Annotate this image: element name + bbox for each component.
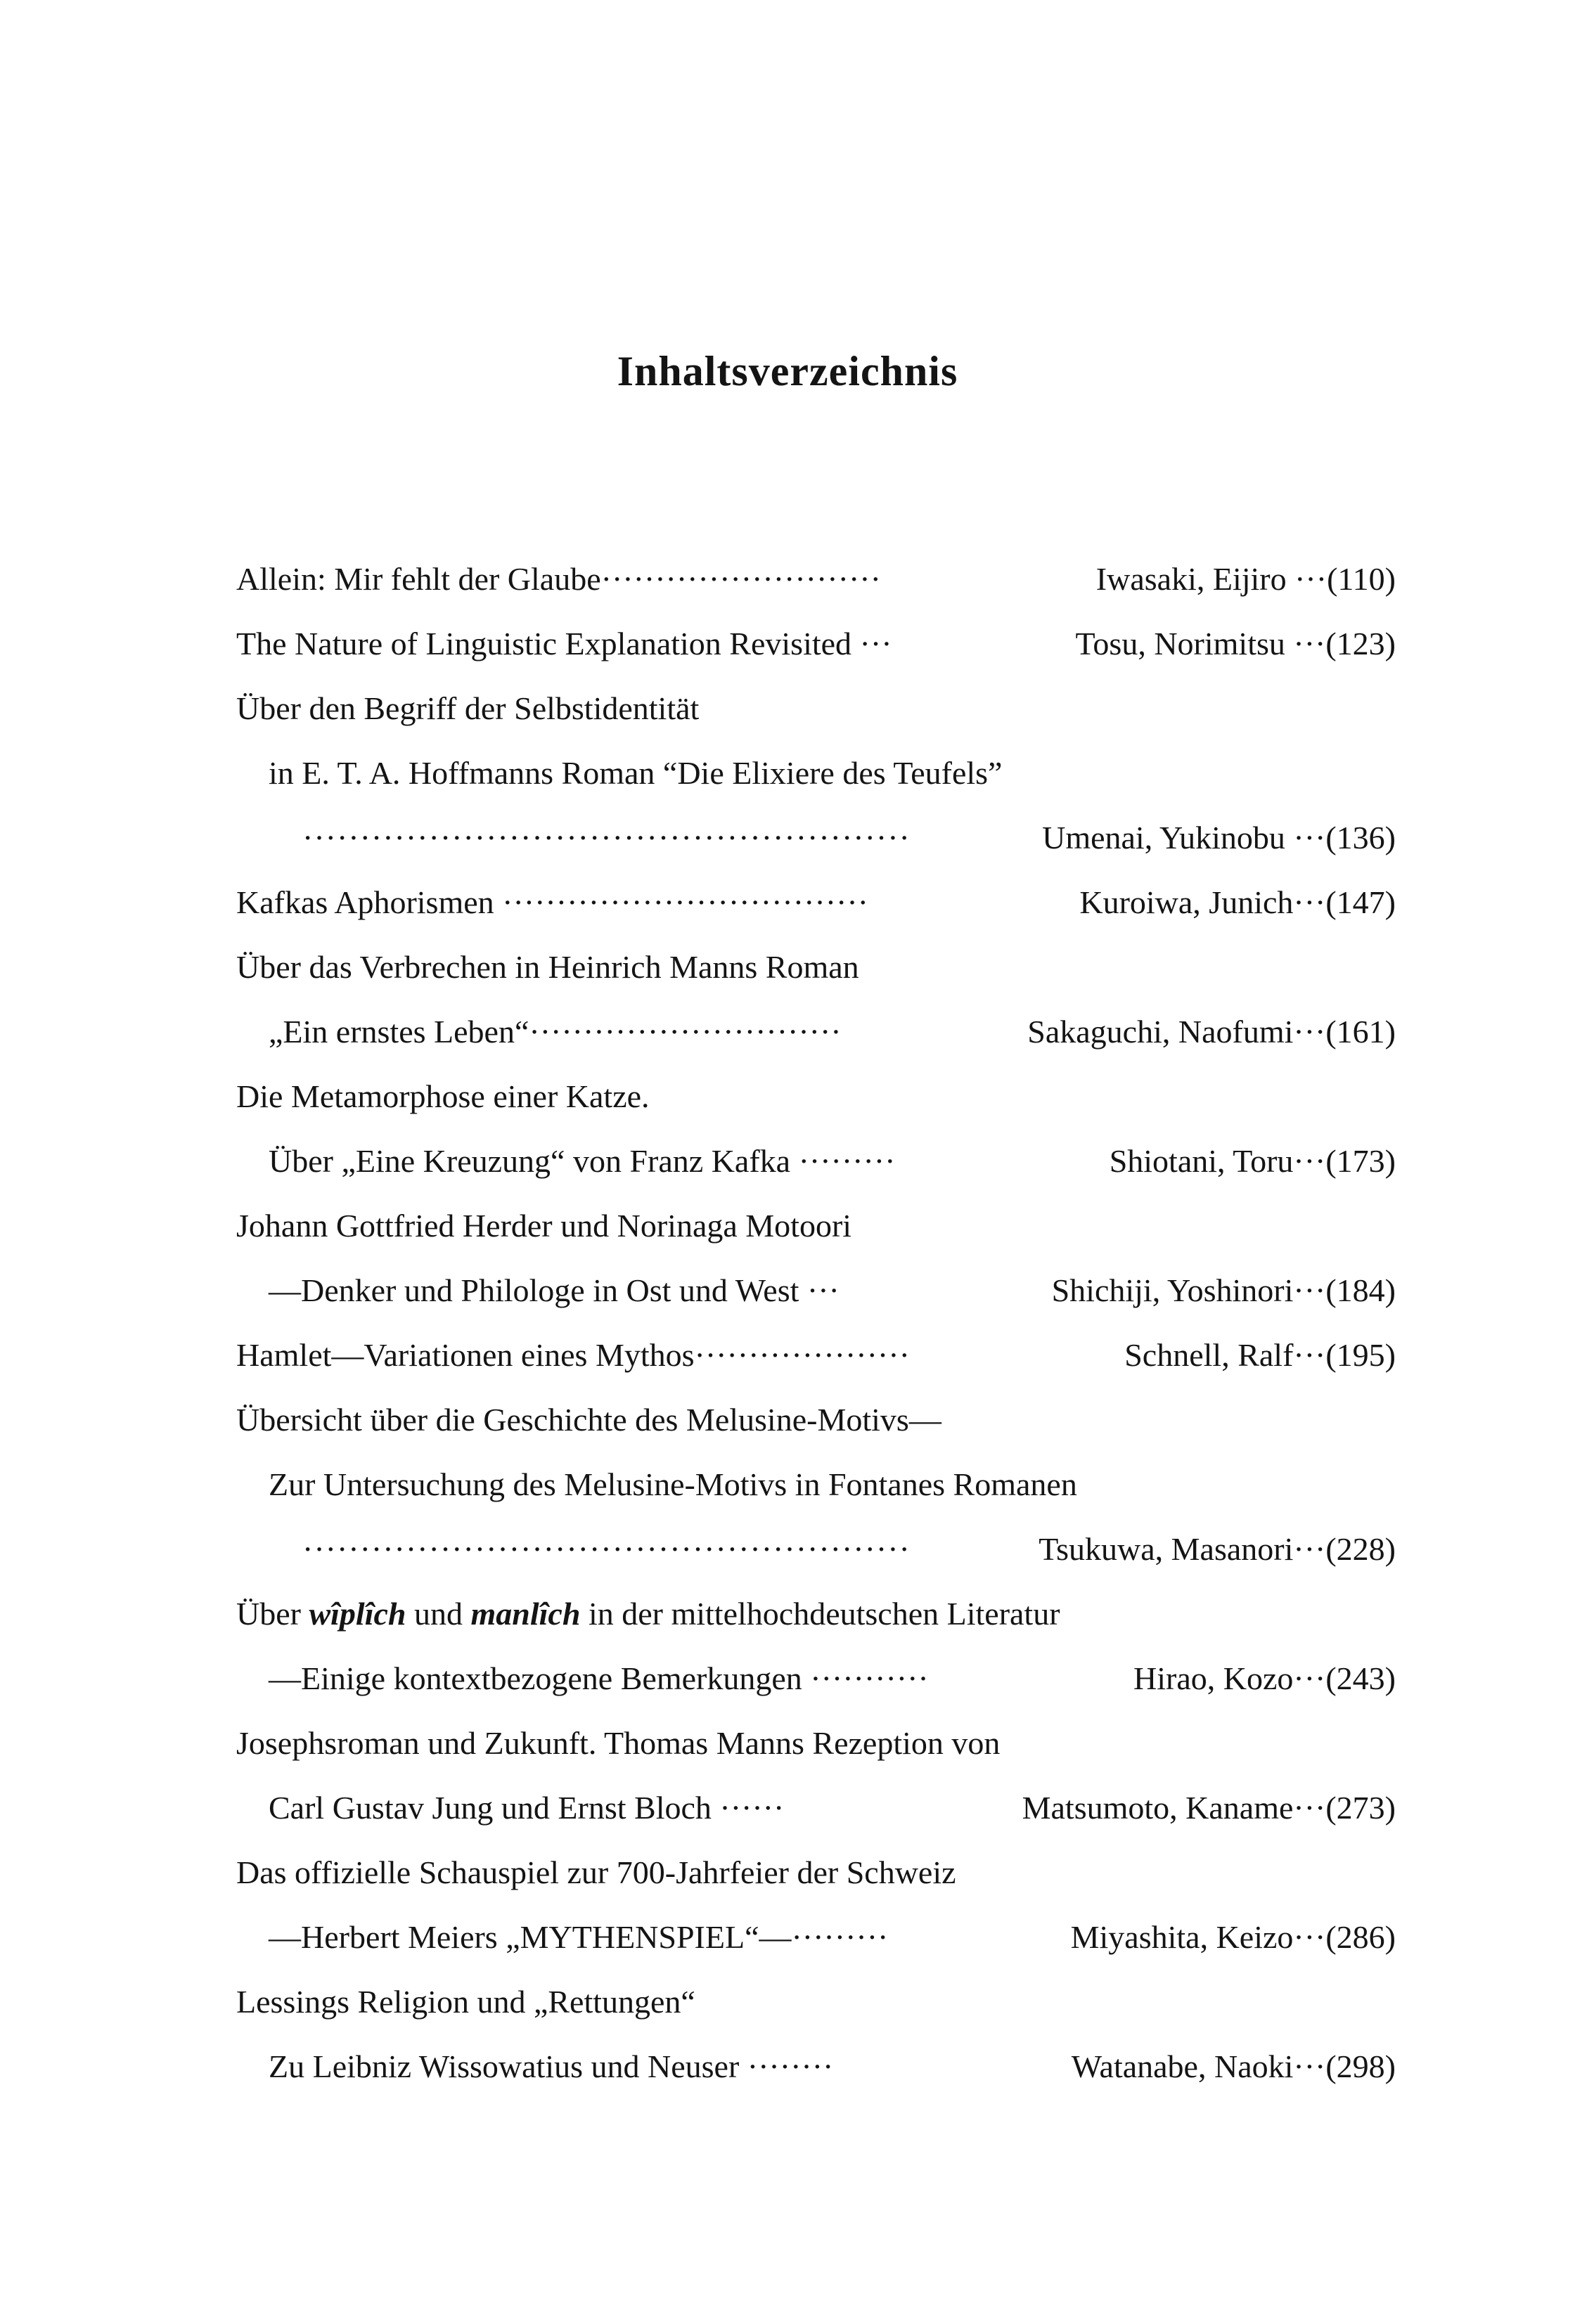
entry-page: ···(195): [1293, 1337, 1396, 1373]
leader-dots: ·····················································: [302, 820, 911, 856]
entry-author-page: [1133, 1651, 1396, 1707]
entry-page: ···(136): [1293, 820, 1396, 856]
toc-entry: [0, 1069, 1575, 1125]
toc-entry-continuation: [0, 745, 1575, 801]
toc-entry-continuation: [0, 1457, 1575, 1513]
entry-author-page: [1079, 874, 1396, 931]
entry-author-page: [1022, 1780, 1396, 1836]
entry-author-page: [1076, 616, 1396, 672]
entry-title: Die Metamorphose einer Katze.: [236, 1078, 650, 1114]
toc-entry-continuation: [0, 1263, 1575, 1319]
toc-entry-continuation: [0, 2039, 1575, 2095]
toc-entry: [0, 1327, 1575, 1383]
entry-title: Über das Verbrechen in Heinrich Manns Roman: [236, 949, 859, 985]
entry-page: ···(243): [1293, 1660, 1396, 1696]
toc-entry-continuation: [0, 1133, 1575, 1189]
toc-entry-continuation: [0, 1651, 1575, 1707]
entry-author-page: [1096, 551, 1396, 607]
entry-page: ···(147): [1293, 884, 1396, 920]
entry-author: Tosu, Norimitsu: [1075, 626, 1285, 661]
entry-author-page: [1124, 1327, 1396, 1383]
entry-author-page: [1071, 1909, 1396, 1965]
toc-entry-continuation: [0, 1004, 1575, 1060]
entry-page: ···(173): [1293, 1143, 1396, 1179]
entry-author-page: [1027, 1004, 1396, 1060]
toc-entry-continuation: [0, 810, 1575, 866]
entry-title: Josephsroman und Zukunft. Thomas Manns Rezeption von: [236, 1725, 1001, 1761]
toc-entry: [0, 874, 1575, 931]
entry-author: Matsumoto, Kaname: [1022, 1790, 1294, 1826]
entry-subtitle: Carl Gustav Jung und Ernst Bloch ······: [269, 1790, 785, 1826]
toc-entry: [0, 1586, 1575, 1642]
entry-author-page: [1042, 810, 1396, 866]
entry-author: Umenai, Yukinobu: [1042, 820, 1285, 856]
entry-subtitle: „Ein ernstes Leben“·····························: [269, 1014, 842, 1050]
entry-page: ···(228): [1293, 1531, 1396, 1567]
entry-page: ···(286): [1293, 1919, 1396, 1955]
entry-title: Kafkas Aphorismen ··································: [236, 884, 868, 920]
entry-title: [236, 1586, 1060, 1642]
entry-page: ···(123): [1293, 626, 1396, 661]
entry-title-part: Über: [236, 1596, 301, 1632]
entry-author: Sakaguchi, Naofumi: [1027, 1014, 1294, 1050]
entry-page: ···(273): [1293, 1790, 1396, 1826]
entry-title: Lessings Religion und „Rettungen“: [236, 1984, 695, 2020]
entry-author-page: [1110, 1133, 1396, 1189]
entry-page: ···(298): [1293, 2048, 1396, 2084]
entry-author: Schnell, Ralf: [1124, 1337, 1294, 1373]
toc-entry-continuation: [0, 1780, 1575, 1836]
entry-title: Hamlet—Variationen eines Mythos····················: [236, 1337, 910, 1373]
entry-title: Übersicht über die Geschichte des Melusine-Motivs—: [236, 1402, 941, 1438]
entry-subtitle: in E. T. A. Hoffmanns Roman “Die Elixiere des Teufels”: [269, 755, 1003, 791]
entry-author: Kuroiwa, Junich: [1079, 884, 1294, 920]
entry-author: Shichiji, Yoshinori: [1051, 1272, 1294, 1308]
entry-page: ···(184): [1293, 1272, 1396, 1308]
entry-title: Das offizielle Schauspiel zur 700-Jahrfeier der Schweiz: [236, 1854, 956, 1890]
toc-entry: [0, 1198, 1575, 1254]
page-title: Inhaltsverzeichnis: [617, 348, 958, 394]
entry-author: Iwasaki, Eijiro: [1095, 561, 1287, 597]
entry-subtitle: —Herbert Meiers „MYTHENSPIEL“—·········: [269, 1919, 889, 1955]
entry-author-page: [1052, 1263, 1396, 1319]
toc-entry-continuation: [0, 1521, 1575, 1577]
entry-author: Hirao, Kozo: [1133, 1660, 1294, 1696]
entry-title: Über den Begriff der Selbstidentität: [236, 690, 700, 726]
leader-dots: ·····················································: [302, 1531, 911, 1567]
toc-entry: [0, 616, 1575, 672]
entry-author: Miyashita, Keizo: [1070, 1919, 1294, 1955]
entry-author: Tsukuwa, Masanori: [1039, 1531, 1294, 1567]
toc-entry: [0, 1845, 1575, 1901]
entry-author: Watanabe, Naoki: [1071, 2048, 1294, 2084]
toc-entry-continuation: [0, 1909, 1575, 1965]
entry-page: ···(161): [1293, 1014, 1396, 1050]
entry-subtitle: Zur Untersuchung des Melusine-Motivs in Fontanes Romanen: [269, 1466, 1077, 1502]
entry-author-page: [1039, 1521, 1396, 1577]
entry-page: ···(110): [1294, 561, 1396, 597]
entry-title-italic: wîplîch: [309, 1596, 406, 1632]
entry-author: Shiotani, Toru: [1109, 1143, 1294, 1179]
entry-subtitle: —Denker und Philologe in Ost und West ···: [269, 1272, 840, 1308]
entry-subtitle: Zu Leibniz Wissowatius und Neuser ········: [269, 2048, 834, 2084]
toc-entry: [0, 1974, 1575, 2030]
entry-title-italic: manlîch: [470, 1596, 581, 1632]
toc-entry: [0, 939, 1575, 995]
entry-subtitle: Über „Eine Kreuzung“ von Franz Kafka ·········: [269, 1143, 896, 1179]
toc-entry: [0, 1392, 1575, 1448]
toc-entry: [0, 551, 1575, 607]
entry-title-part: in der mittelhochdeutschen Literatur: [588, 1596, 1060, 1632]
entry-author-page: [1072, 2039, 1396, 2095]
entry-title: Johann Gottfried Herder und Norinaga Motoori: [236, 1208, 852, 1244]
toc-entry: [0, 680, 1575, 737]
entry-title-part: und: [414, 1596, 463, 1632]
entry-subtitle: —Einige kontextbezogene Bemerkungen ···········: [269, 1660, 929, 1696]
entry-title: The Nature of Linguistic Explanation Revisited ···: [236, 626, 892, 661]
entry-title: Allein: Mir fehlt der Glaube··························: [236, 561, 881, 597]
toc-entry: [0, 1715, 1575, 1771]
